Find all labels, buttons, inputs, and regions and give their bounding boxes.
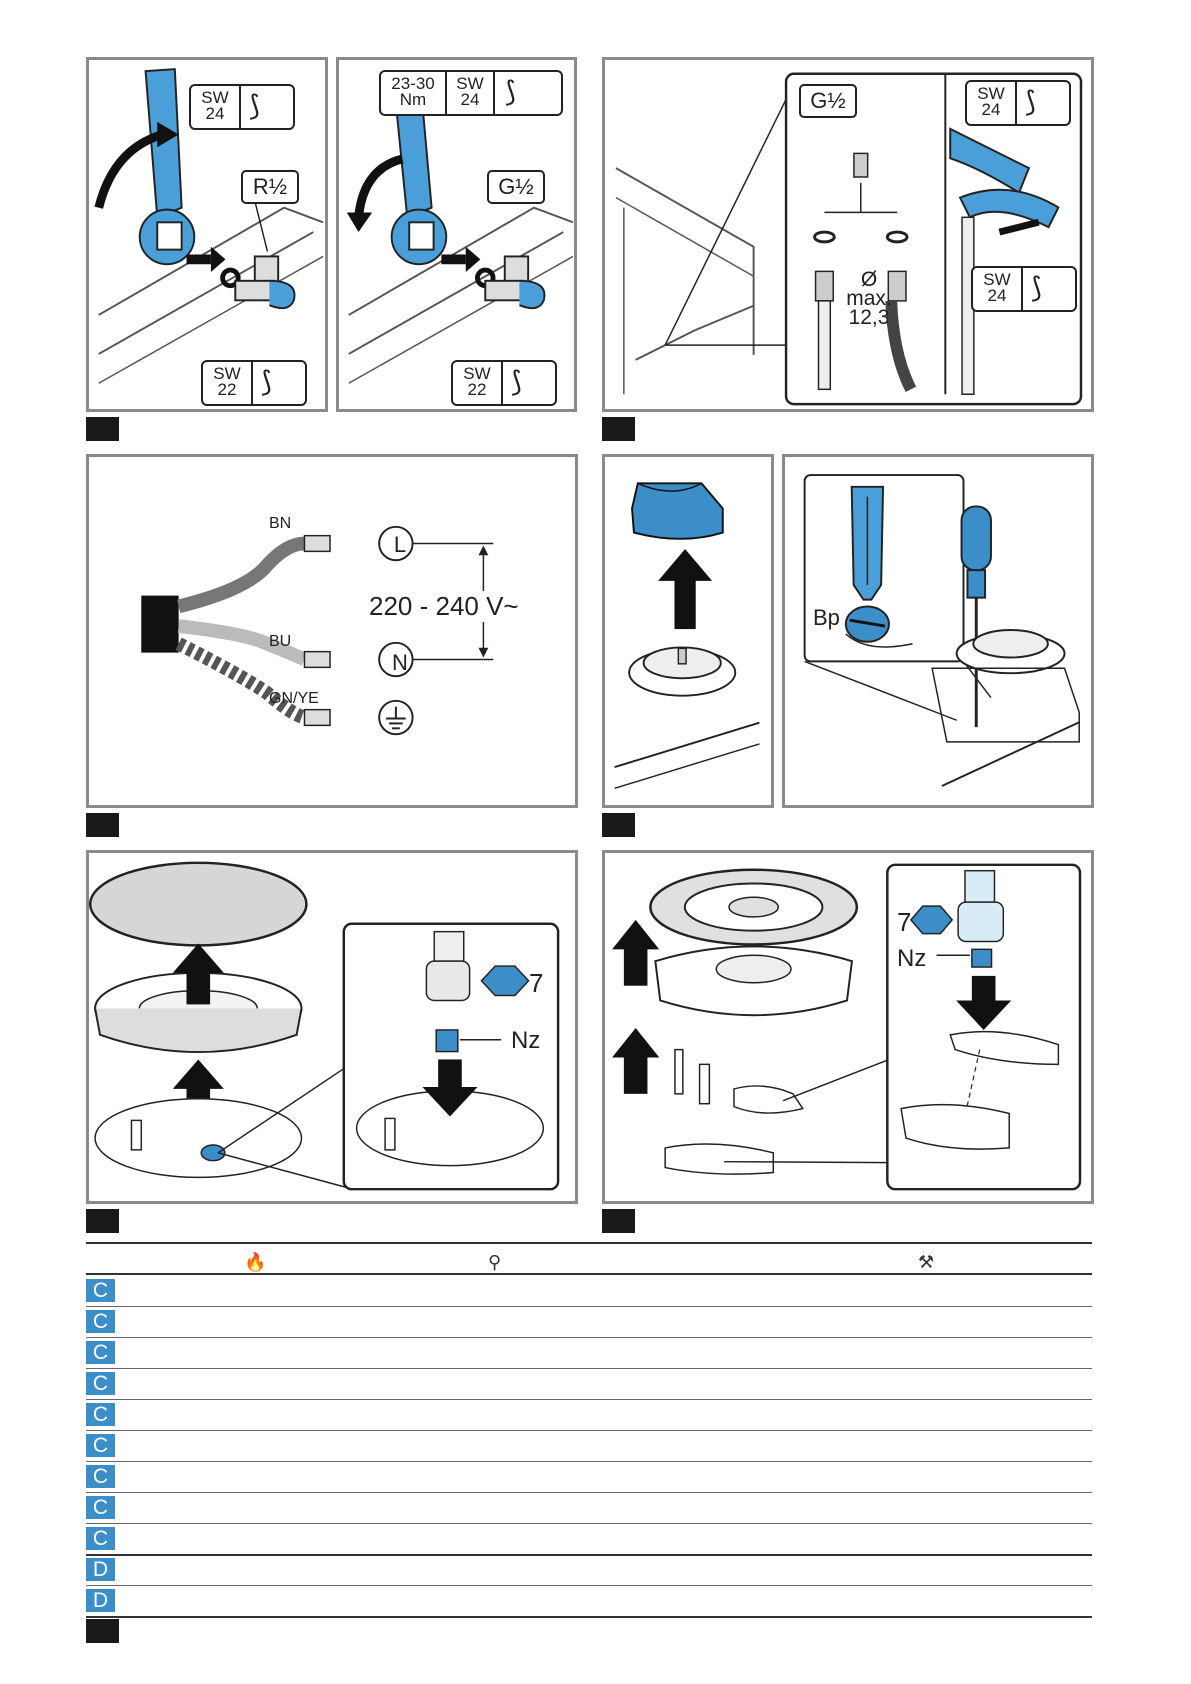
burner-nozzle-replace-illustration: [89, 853, 575, 1201]
table-row-category-badge: C: [86, 1403, 115, 1426]
figure-5-tag: [86, 1209, 119, 1233]
diameter-symbol: Ø: [860, 268, 878, 291]
voltage-label: 220 - 240 V~: [369, 591, 519, 621]
thread-label: R½: [241, 170, 299, 204]
figure-3-panel: [86, 454, 578, 808]
diameter-max-text: max.: [846, 287, 892, 310]
figure-4-left-panel: [602, 454, 774, 808]
screw-icon: ⚒: [918, 1252, 935, 1272]
wrench-size-label-top: [189, 84, 295, 130]
wrench-size-value: 22: [217, 380, 237, 399]
wrench-size-text: SW: [201, 88, 229, 107]
wrench-size-value: 24: [460, 90, 480, 109]
table-row-category-badge: C: [86, 1434, 115, 1457]
table-row-category-badge: C: [86, 1465, 115, 1488]
hex-size-label: 7: [897, 907, 912, 937]
wrench-size-value: 24: [981, 100, 1001, 119]
table-row-category-badge: C: [86, 1372, 115, 1395]
wire-label-brown: BN: [269, 515, 292, 532]
figure-1-left-panel: [86, 57, 328, 412]
wrench-icon: ⟆: [249, 90, 260, 121]
table-top-rule: [86, 1242, 1092, 1244]
wrench-size-text: SW: [977, 84, 1005, 103]
table-figure-tag: [86, 1619, 119, 1643]
figure-6-tag: [602, 1209, 635, 1233]
figure-4-tag: [602, 813, 635, 837]
wrench-icon: ⟆: [1025, 86, 1036, 117]
terminal-live-label: L: [393, 532, 407, 557]
figure-2-panel: [602, 57, 1094, 412]
nozzle-label: Nz: [511, 1027, 541, 1054]
terminal-neutral-label: N: [392, 650, 408, 675]
torque-and-wrench-label: [379, 70, 563, 116]
table-row-rule: [86, 1368, 1092, 1369]
flame-icon: 🔥: [244, 1252, 267, 1272]
wrench-size-label-top: [965, 80, 1071, 126]
figure-4-right-panel: [782, 454, 1094, 808]
bypass-screw-adjust-illustration: [785, 457, 1091, 805]
wrench-icon: ⟆: [261, 366, 272, 397]
table-row-rule: [86, 1554, 1092, 1556]
figure-2-tag: [602, 417, 635, 441]
wrench-size-value: 24: [987, 286, 1007, 305]
wrench-size-text: SW: [456, 74, 484, 93]
wrench-size-label-bottom: [201, 360, 307, 406]
wire-label-green-yellow: GN/YE: [269, 690, 319, 707]
figure-6-panel: [602, 850, 1094, 1204]
nozzle-label: Nz: [897, 945, 927, 972]
table-row-category-badge: D: [86, 1589, 115, 1612]
diameter-value: 12,3: [848, 306, 890, 329]
table-row-category-badge: D: [86, 1558, 115, 1581]
wrench-size-text: SW: [463, 364, 491, 383]
power-cable-wiring-illustration: [89, 457, 575, 805]
wrench-icon: ⟆: [511, 366, 522, 397]
wrench-size-label-bottom: [451, 360, 557, 406]
torque-value: 23-30: [391, 74, 435, 93]
table-row-rule: [86, 1337, 1092, 1338]
table-row-category-badge: C: [86, 1496, 115, 1519]
figure-1-right-panel: [336, 57, 577, 412]
figure-1-tag: [86, 417, 119, 441]
figure-5-panel: [86, 850, 578, 1204]
wrench-size-value: 24: [205, 104, 225, 123]
wok-burner-nozzle-replace-illustration: [605, 853, 1091, 1201]
table-row-rule: [86, 1616, 1092, 1618]
wrench-size-value: 22: [467, 380, 487, 399]
wrench-size-text: SW: [213, 364, 241, 383]
hose-diameter-label: [839, 270, 899, 327]
hex-size-label: 7: [529, 968, 544, 998]
table-row-rule: [86, 1523, 1092, 1524]
table-row-rule: [86, 1585, 1092, 1586]
thread-label: G½: [799, 84, 857, 118]
table-row-rule: [86, 1430, 1092, 1431]
table-row-category-badge: C: [86, 1310, 115, 1333]
table-row-rule: [86, 1399, 1092, 1400]
wrench-size-label-bottom: [971, 266, 1077, 312]
knob-removal-illustration: [605, 457, 771, 805]
nozzle-icon: ⚲: [488, 1252, 502, 1272]
table-row-category-badge: C: [86, 1527, 115, 1550]
figure-3-tag: [86, 813, 119, 837]
wrench-size-text: SW: [983, 270, 1011, 289]
wrench-icon: ⟆: [1031, 272, 1042, 303]
table-header-rule: [86, 1273, 1092, 1275]
wrench-icon: ⟆: [505, 76, 516, 107]
table-row-category-badge: C: [86, 1279, 115, 1302]
table-row-rule: [86, 1492, 1092, 1493]
bypass-screw-label: Bp: [813, 605, 840, 630]
thread-label: G½: [487, 170, 545, 204]
table-row-rule: [86, 1306, 1092, 1307]
table-row-category-badge: C: [86, 1341, 115, 1364]
wire-label-blue: BU: [269, 633, 292, 650]
table-row-rule: [86, 1461, 1092, 1462]
torque-unit: Nm: [399, 90, 427, 109]
